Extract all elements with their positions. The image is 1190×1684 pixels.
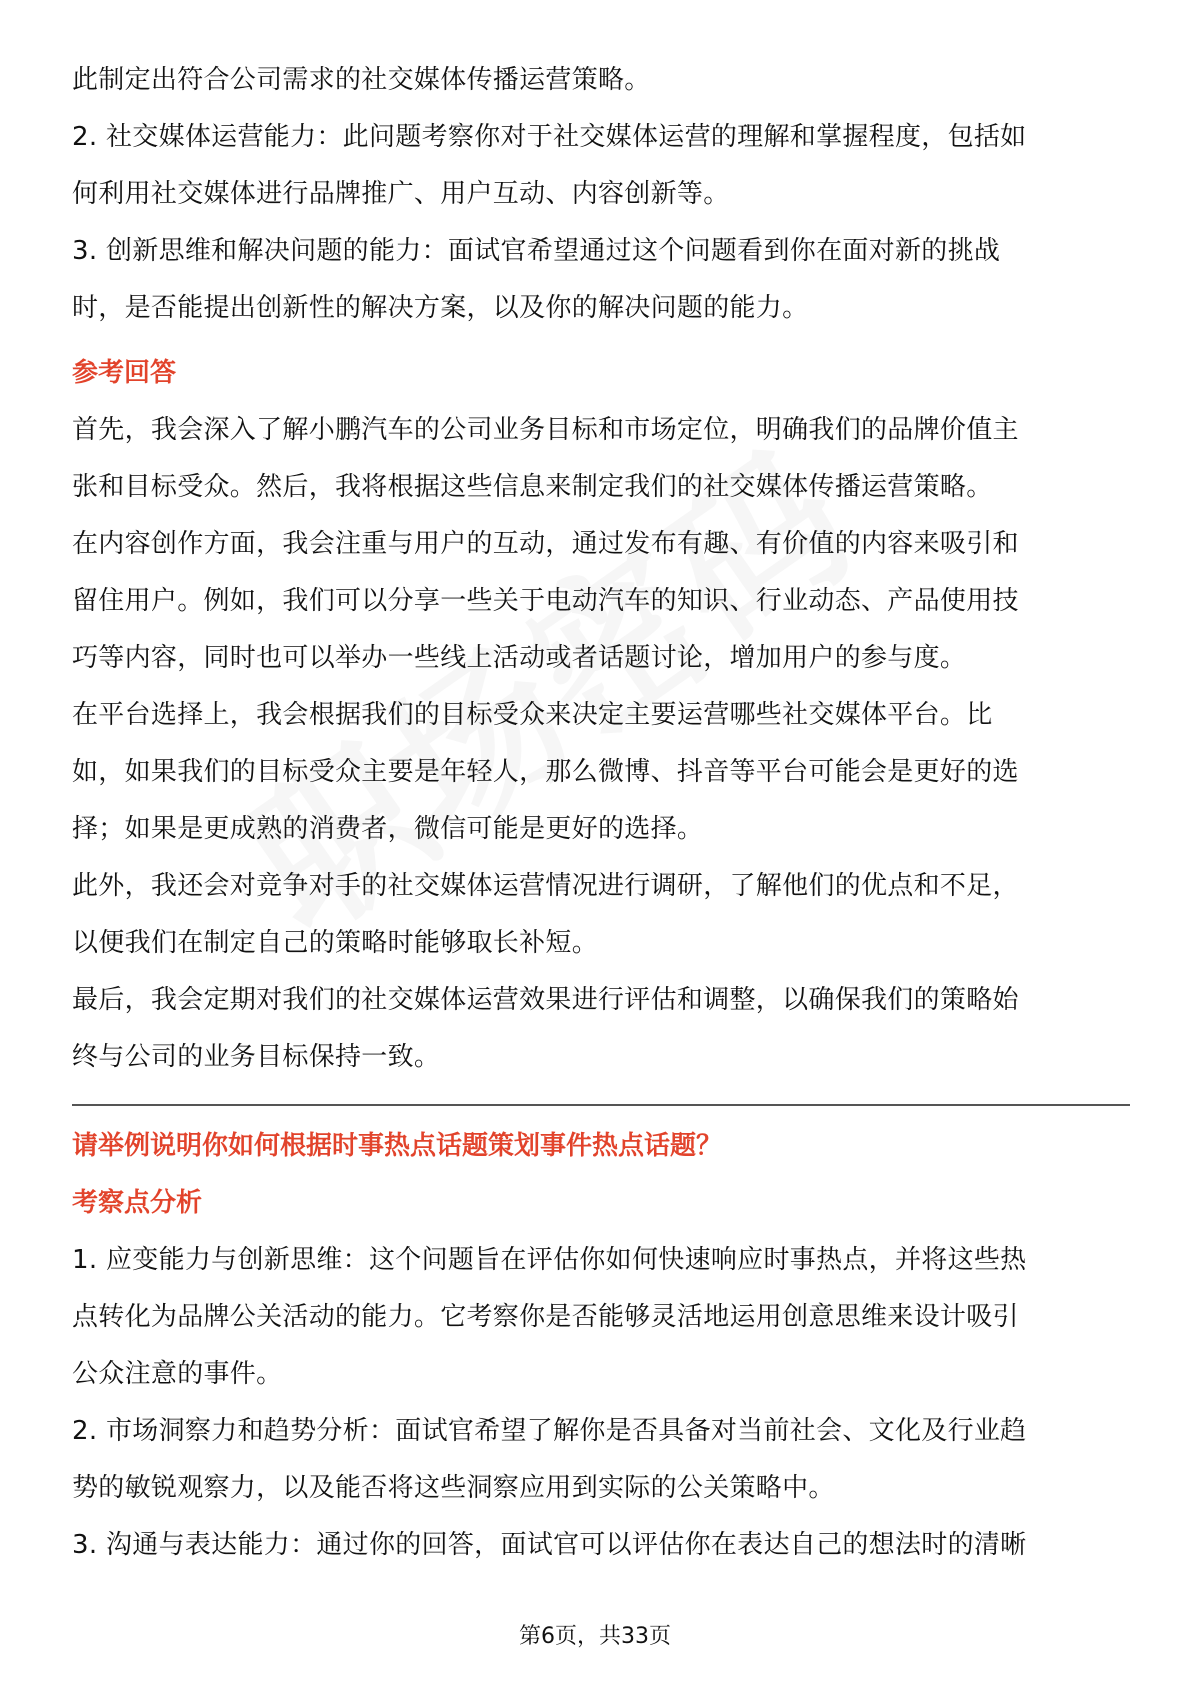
analysis-heading: 考察点分析 [72,1188,203,1218]
answer-line: 最后，我会定期对我们的社交媒体运营效果进行评估和调整，以确保我们的策略始 [72,985,1019,1015]
question-section [72,1118,1130,1574]
intro-line: 时，是否能提出创新性的解决方案，以及你的解决问题的能力。 [72,293,809,323]
analysis-line: 3. 沟通与表达能力：通过你的回答，面试官可以评估你在表达自己的想法时的清晰 [72,1530,1027,1560]
answer-section [72,345,1130,1086]
section-divider [72,1104,1130,1106]
answer-line: 以便我们在制定自己的策略时能够取长补短。 [72,928,599,958]
analysis-line: 1. 应变能力与创新思维：这个问题旨在评估你如何快速响应时事热点，并将这些热 [72,1245,1027,1275]
answer-line: 巧等内容，同时也可以举办一些线上活动或者话题讨论，增加用户的参与度。 [72,643,967,673]
answer-line: 此外，我还会对竞争对手的社交媒体运营情况进行调研，了解他们的优点和不足， [72,871,1019,901]
answer-line: 张和目标受众。然后，我将根据这些信息来制定我们的社交媒体传播运营策略。 [72,472,993,502]
intro-line: 3. 创新思维和解决问题的能力：面试官希望通过这个问题看到你在面对新的挑战 [72,236,1001,266]
intro-section [72,52,1130,337]
analysis-line: 势的敏锐观察力，以及能否将这些洞察应用到实际的公关策略中。 [72,1473,835,1503]
page-number: 第6页，共33页 [519,1624,671,1649]
answer-line: 终与公司的业务目标保持一致。 [72,1042,441,1072]
answer-heading: 参考回答 [72,358,177,388]
analysis-line: 公众注意的事件。 [72,1359,283,1389]
analysis-line: 2. 市场洞察力和趋势分析：面试官希望了解你是否具备对当前社会、文化及行业趋 [72,1416,1027,1446]
answer-line: 在平台选择上，我会根据我们的目标受众来决定主要运营哪些社交媒体平台。比 [72,700,993,730]
answer-line: 首先，我会深入了解小鹏汽车的公司业务目标和市场定位，明确我们的品牌价值主 [72,415,1019,445]
answer-line: 择；如果是更成熟的消费者，微信可能是更好的选择。 [72,814,704,844]
question-title: 请举例说明你如何根据时事热点话题策划事件热点话题？ [72,1131,723,1161]
intro-line: 此制定出符合公司需求的社交媒体传播运营策略。 [72,65,651,95]
intro-line: 何利用社交媒体进行品牌推广、用户互动、内容创新等。 [72,179,730,209]
intro-line: 2. 社交媒体运营能力：此问题考察你对于社交媒体运营的理解和掌握程度，包括如 [72,122,1027,152]
answer-line: 如，如果我们的目标受众主要是年轻人，那么微博、抖音等平台可能会是更好的选 [72,757,1019,787]
answer-line: 在内容创作方面，我会注重与用户的互动，通过发布有趣、有价值的内容来吸引和 [72,529,1019,559]
answer-line: 留住用户。例如，我们可以分享一些关于电动汽车的知识、行业动态、产品使用技 [72,586,1019,616]
document-page [72,52,1130,1574]
analysis-line: 点转化为品牌公关活动的能力。它考察你是否能够灵活地运用创意思维来设计吸引 [72,1302,1019,1332]
